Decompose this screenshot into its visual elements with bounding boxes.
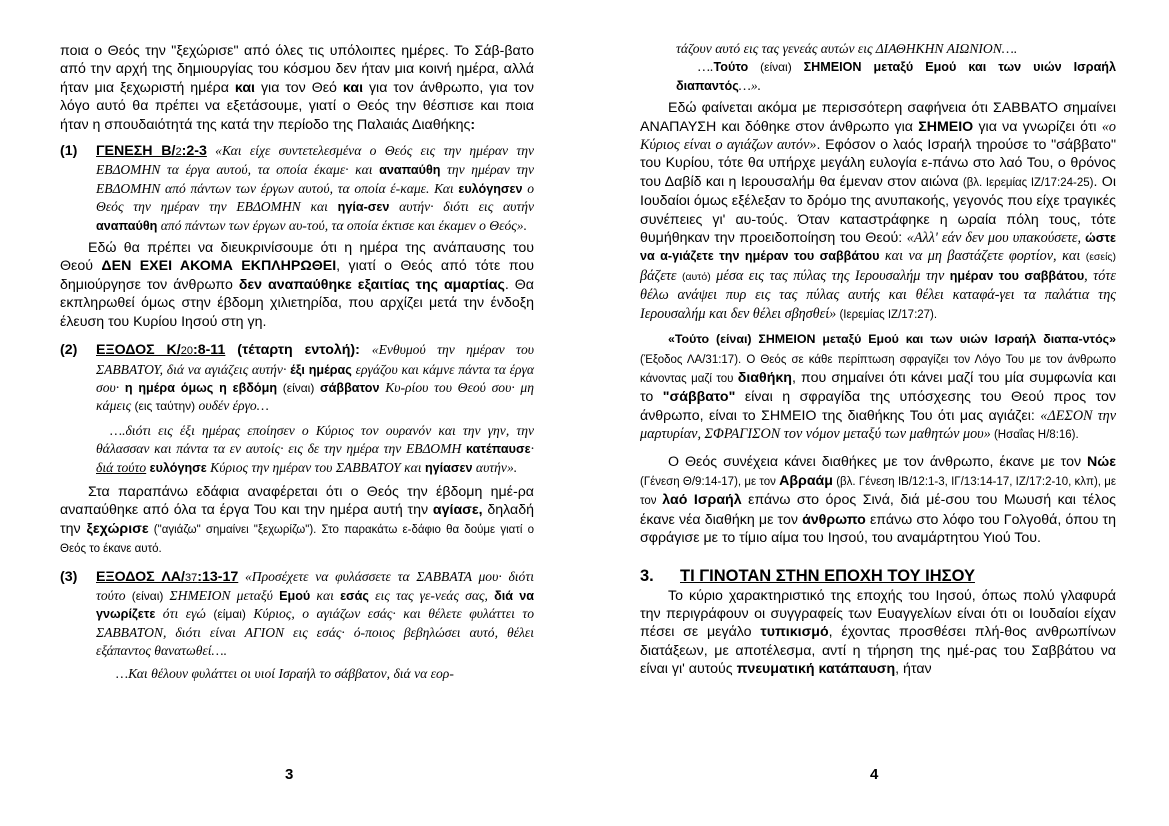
scripture-reference: ΓΕΝΕΣΗ Β/2:2-3 — [96, 143, 207, 160]
left-page — [60, 0, 534, 826]
paragraph-explanation-2: Στα παραπάνω εδάφια αναφέρεται ότι ο Θεός την έβδομη ημέ-ρα αναπαύθηκε από όλα τα έργα Του και την ημέρα αυτή την αγίασε, δηλαδή την ξεχώρισε ("αγιάζω" σημαίνει "ξεχωρίζω"). Στο παρακάτω ε-δάφιο θα δούμε γιατί ο Θεός το έκανε αυτό. — [60, 483, 535, 556]
entry-number: (3) — [60, 568, 78, 585]
page-number: 3 — [285, 766, 294, 783]
entry-text: ΕΞΟΔΟΣ Κ/20:8-11 (τέταρτη εντολή): «Ενθυμού την ημέραν του ΣΑΒΒΑΤΟΥ, διά να αγιάζεις αυτήν· έξι ημέρας εργάζου και κάμνε πάντα τα έργα σου· η ημέρα όμως η εβδόμη (είναι) σάββατον Κυ-ρίου του Θεού σου· μη κάμεις (εις ταύτην) ουδέν έργο… — [96, 342, 534, 414]
quote-continuation: τάζουν αυτό εις τας γενεάς αυτών εις ΔΙΑΘΗΚΗΝ ΑΙΩΝΙΟΝ…. — [676, 41, 1018, 56]
entry-exodus-31 — [60, 568, 534, 683]
entry-text: ΓΕΝΕΣΗ Β/2:2-3 «Και είχε συντετελεσμένα ο Θεός εις την ημέραν την ΕΒΔΟΜΗΝ τα έργα αυτού, τα οποία έκαμε· και αναπαύθη την ημέραν την ΕΒΔΟΜΗΝ από πάντων των έργων αυτού, τα οποία έ-καμε. Και ευλόγησεν ο Θεός την ημέραν την ΕΒΔΟΜΗΝ και ηγία-σεν αυτήν· διότι εις αυτήν αναπαύθη από πάντων των έργων αυ-τού, τα οποία έκτισε και έκαμεν ο Θεός». — [96, 143, 535, 233]
page-number: 4 — [870, 766, 879, 783]
paragraph-explanation-1: Εδώ θα πρέπει να διευκρινίσουμε ότι η ημέρα της ανάπαυσης του Θεού ΔΕΝ ΕΧΕΙ ΑΚΟΜΑ ΕΚΠΛΗΡΩΘΕΙ, γιατί ο Θεός από τότε που δημιούργησε τον άνθρωπο δεν αναπαύθηκε εξαιτίας της αμαρτίας. Θα εκπληρωθεί όμως στην έβδομη χιλιετηρίδα, που αρχίζει μετά την ένδοξη έλευση του Κυρίου Ιησού στη γη. — [60, 240, 534, 330]
entry-exodus-20 — [60, 341, 534, 477]
paragraph-covenant-seal: «Τούτο (είναι) ΣΗΜΕΙΟΝ μεταξύ Εμού και των υιών Ισραήλ διαπα-ντός» (Έξοδος ΛΑ/31:17). Ο Θεός σε κάθε περίπτωση σφραγίζει τον Λόγο Του με τον άνθρωπο κάνοντας μαζί του διαθήκη, που σημαίνει ότι κάνει μαζί του μία συμφωνία και το "σάββατο" είναι η σφραγίδα της υπόσχεσης του Θεού προς τον άνθρωπο, είναι το ΣΗΜΕΙΟ της διαθήκης Του ότι μας αγιάζει: «ΔΕΣΟΝ την μαρτυρίαν, ΣΦΡΑΓΙΣΟΝ τον νόμον μεταξύ των μαθητών μου» (Ησαΐας Η/8:16). — [640, 332, 1116, 443]
paragraph-covenants: Ο Θεός συνέχεια κάνει διαθήκες με τον άνθρωπο, έκανε με τον Νώε (Γένεση Θ/9:14-17), με τον Αβραάμ (βλ. Γένεση ΙΒ/12:1-3, ΙΓ/13:14-17, ΙΖ/17:2-10, κλπ), με τον λαό Ισραήλ επάνω στο όρος Σινά, διά μέ-σου του Μωυσή και τέλος έκανε νέα διαθήκη με τον άνθρωπο επάνω στο λόφο του Γολγοθά, όπου τη σφράγισε με το τίμιο αίμα του Ιησού, του αναμάρτητου Υιού Του. — [640, 453, 1117, 547]
section-number: 3. — [640, 566, 654, 585]
section-heading — [640, 565, 1116, 587]
paragraph-sabbath-sign: Εδώ φαίνεται ακόμα με περισσότερη σαφήνεια ότι ΣΑΒΒΑΤΟ σημαίνει ΑΝΑΠΑΥΣΗ και δόθηκε στον άνθρωπο για ΣΗΜΕΙΟ για να γνωρίζει ότι «ο Κύριος είναι ο αγιάζων αυτόν». Εφόσον ο λαός Ισραήλ τηρούσε το "σάββατο" του Κυρίου, τότε θα υπήρχε μεγάλη ευλογία ε-πάνω στο λαό Του, ο θρόνος του Δαβίδ και η Ιερουσαλήμ θα έμεναν στον αιώνα (βλ. Ιερεμίας ΙΖ/17:24-25). Οι Ιουδαίοι όμως εξέλεξαν το δρόμο της ανυπακοής, γεγονός που είχε τραγικές συνέπειες γι' αυ-τούς. Όταν καταστράφηκε η ωραία πόλη τους, τότε θυμήθηκαν την προειδοποίηση του Θεού: «Αλλ' εάν δεν μου υπακούσετε, ώστε να α-γιάζετε την ημέραν του σαββάτου και να μη βαστάζετε φορτίον, και (εσείς) βάζετε (αυτό) μέσα εις τας πύλας της Ιερουσαλήμ την ημέραν του σαββάτου, τότε θέλω ανάψει πυρ εις τας πύλας αυτής και θέλει καταφά-γει τα παλάτια της Ιερουσαλήμ και δεν θέλει σβησθεί» (Ιερεμίας ΙΖ/17:27). — [640, 100, 1116, 322]
entry-continuation: ….διότι εις έξι ημέρας εποίησεν ο Κύριος τον ουρανόν και την γην, την θάλασσαν και πάντα τα εν αυτοίς· εις δε την ημέρα την ΕΒΔΟΜΗ κατέπαυσε· διά τούτο ευλόγησε Κύριος την ημέραν του ΣΑΒΒΑΤΟΥ και ηγίασεν αυτήν». — [96, 422, 534, 475]
right-page — [640, 0, 1116, 826]
entry-number: (1) — [60, 143, 78, 160]
entry-continuation: …Και θέλουν φυλάττει οι υιοί Ισραήλ το σάββατον, διά να εορ- — [116, 665, 454, 681]
entry-text: ΕΞΟΔΟΣ ΛΑ/37:13-17 «Προσέχετε να φυλάσσετε τα ΣΑΒΒΑΤΑ μου· διότι τούτο (είναι) ΣΗΜΕΙΟΝ μεταξύ Εμού και εσάς εις τας γε-νεάς σας, διά να γνωρίζετε ότι εγώ (είμαι) Κύριος, ο αγιάζων εσάς· και θέλετε φυλάττει το ΣΑΒΒΑΤΟΝ, διότι είναι ΑΓΙΟΝ εις εσάς· ό-ποιος βεβηλώσει αυτό, θέλει εξάπαντος θανατωθεί…. — [96, 568, 534, 659]
scripture-reference: ΕΞΟΔΟΣ ΛΑ/37:13-17 — [96, 568, 239, 585]
entry-number: (2) — [60, 342, 78, 359]
section-title: ΤΙ ΓΙΝΟΤΑΝ ΣΤΗΝ ΕΠΟΧΗ ΤΟΥ ΙΗΣΟΥ — [680, 566, 975, 585]
paragraph-intro: ποια ο Θεός την "ξεχώρισε" από όλες τις υπόλοιπες ημέρες. Το Σάβ-βατο από την αρχή της δημιουργίας του κόσμου δεν ήταν μια κοινή ημέρα, αλλά ήταν μια ξεχωριστή ημέρα και για τον Θεό και για τον άνθρωπο, για τον λόγο αυτό θα πρέπει να εξετάσουμε, γιατί ο Θεός την θέσπισε και ποια ήταν η σπουδαιότητά της κατά την περίοδο της Παλαιάς Διαθήκης: — [60, 43, 535, 133]
entry-genesis — [60, 142, 534, 235]
scripture-reference: ΕΞΟΔΟΣ Κ/20:8-11 — [96, 342, 226, 359]
quote-sign: ….Τούτο (είναι) ΣΗΜΕΙΟΝ μεταξύ Εμού και των υιών Ισραήλ διαπαντός…». — [676, 59, 1117, 93]
paragraph-jesus-era: Το κύριο χαρακτηριστικό της εποχής του Ιησού, όπως πολύ γλαφυρά την περιγράφουν οι συγγραφείς των Ευαγγελίων είναι ότι οι Ιουδαίοι είχαν πέσει σε μεγάλο τυπικισμό, έχοντας προσθέσει πλή-θος ανθρωπίνων διατάξεων, με αποτέλεσμα, αντί η τήρηση της ημέ-ρας του Σαββάτου να είναι γι' αυτούς πνευματική κατάπαυση, ήταν — [640, 587, 1116, 678]
